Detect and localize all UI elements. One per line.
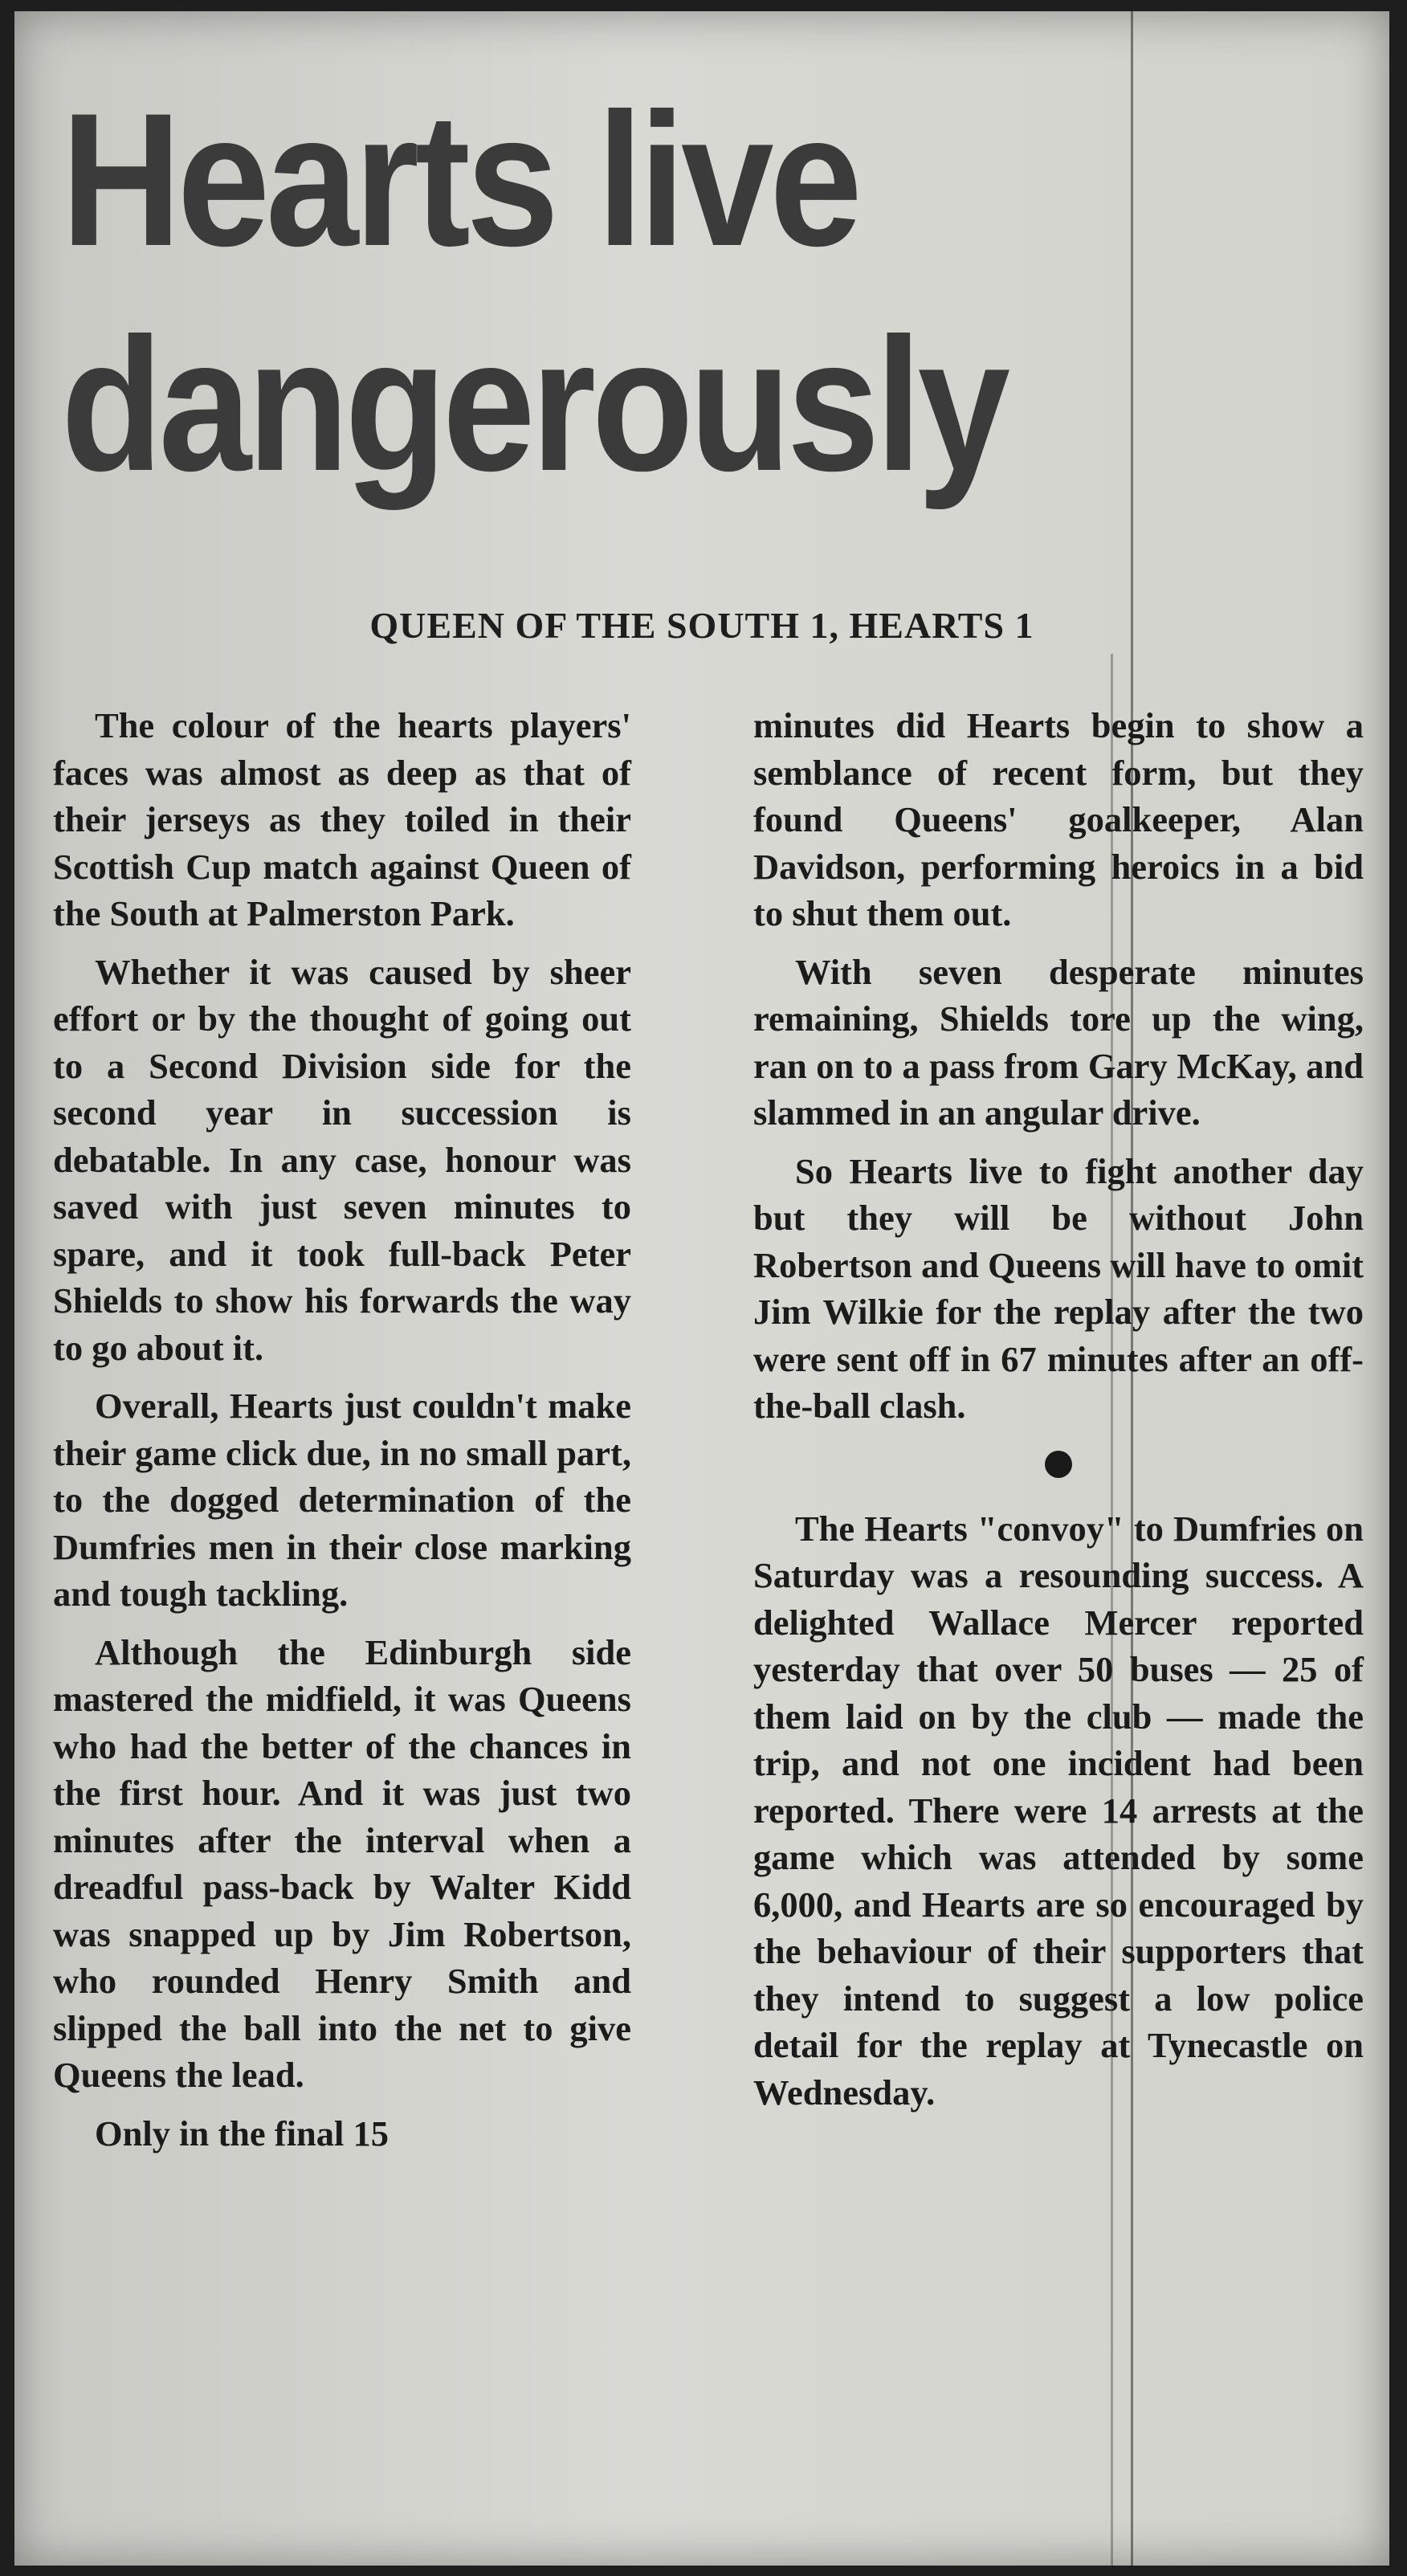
- article-column-left: [53, 702, 631, 2168]
- paragraph: The colour of the hearts players' faces was almost as deep as that of their jerseys as they toiled in their Scottish Cup match against Queen of the South at Palmerston Park.: [53, 705, 631, 933]
- headline-line-2: dangerously: [61, 299, 1006, 511]
- headline-line-1: Hearts live: [61, 74, 858, 286]
- newspaper-clipping: [14, 11, 1389, 2566]
- article-column-right: [753, 702, 1364, 2127]
- paragraph: Only in the final 15: [95, 2113, 389, 2153]
- headline: [61, 67, 1192, 517]
- paragraph: Although the Edinburgh side mastered the midfield, it was Queens who had the better of the chances in the first hour. And it was just two minutes after the interval when a dreadful pass-back by Walter Kidd was snapped up by Jim Robertson, who rounded Henry Smith and slipped the ball into the net to give Queens the lead.: [53, 1631, 631, 2095]
- paragraph: minutes did Hearts begin to show a semblance of recent form, but they found Queens' goalkeeper, Alan Davidson, performing heroics in a bid to shut them out.: [753, 705, 1364, 933]
- paragraph: So Hearts live to fight another day but they will be without John Robertson and Queens will have to omit Jim Wilkie for the replay after the two were sent off in 67 minutes after an off-the-ball clash.: [753, 1150, 1364, 1426]
- paragraph: The Hearts "convoy" to Dumfries on Saturday was a resounding success. A delighted Wallace Mercer reported yesterday that over 50 buses — 25 of them laid on by the club — made the trip, and not one incident had been reported. There were 14 arrests at the game which was attended by some 6,000, and Hearts are so encouraged by the behaviour of their supporters that they intend to suggest a low police detail for the replay at Tynecastle on Wednesday.: [753, 1508, 1364, 2113]
- section-break-bullet: [1045, 1451, 1072, 1478]
- paragraph: Whether it was caused by sheer effort or by the thought of going out to a Second Division side for the second year in succession is debatable. In any case, honour was saved with just seven minutes to spare, and it took full-back Peter Shields to show his forwards the way to go about it.: [53, 951, 631, 1368]
- paragraph: Overall, Hearts just couldn't make their game click due, in no small part, to the dogged determination of the Dumfries men in their close marking and tough tackling.: [53, 1386, 631, 1614]
- paragraph: With seven desperate minutes remaining, Shields tore up the wing, ran on to a pass from Gary McKay, and slammed in an angular drive.: [753, 951, 1364, 1133]
- scoreline: QUEEN OF THE SOUTH 1, HEARTS 1: [369, 605, 1034, 646]
